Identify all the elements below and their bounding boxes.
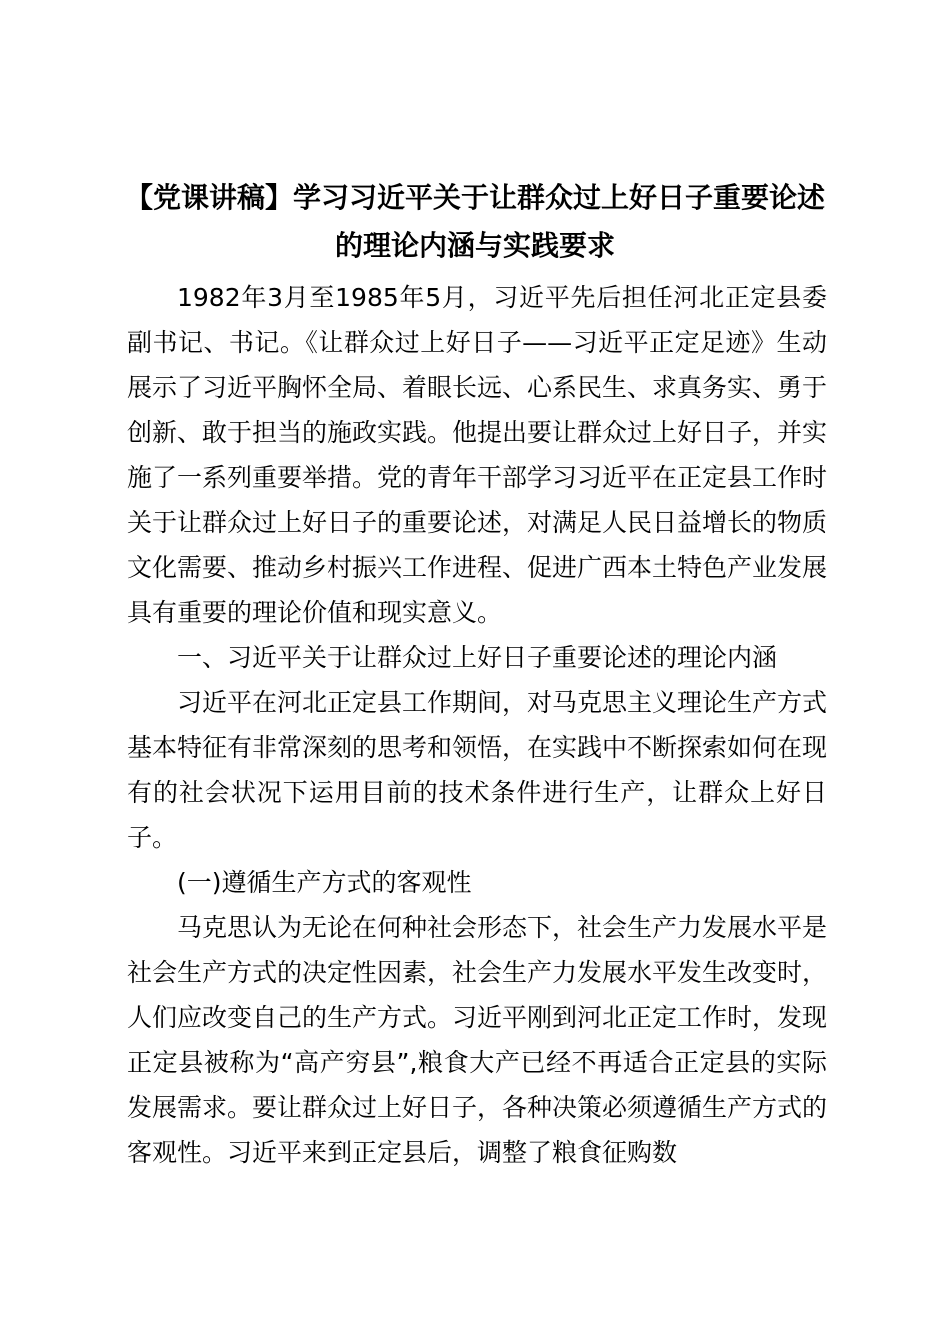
paragraph-subsection-1: 马克思认为无论在何种社会形态下，社会生产力发展水平是社会生产方式的决定性因素，社会生产力发展水平发生改变时，人们应改变自己的生产方式。习近平刚到河北正定工作时，发现正定县被称为“高产穷县”,粮食大产已经不再适合正定县的实际发展需求。要让群众过上好日子，各种决策必须遵循生产方式的客观性。习近平来到正定县后，调整了粮食征购数 [127,913,828,1167]
document-body [127,275,827,1175]
document-title: 【党课讲稿】学习习近平关于让群众过上好日子重要论述的理论内涵与实践要求 [124,181,825,262]
subsection-heading-1: (一)遵循生产方式的客观性 [177,868,472,897]
paragraph-intro: 1982年3月至1985年5月，习近平先后担任河北正定县委副书记、书记。《让群众过上好日子——习近平正定足迹》生动展示了习近平胸怀全局、着眼长远、心系民生、求真务实、勇于创新、敢于担当的施政实践。他提出要让群众过上好日子，并实施了一系列重要举措。党的青年干部学习习近平在正定县工作时关于让群众过上好日子的重要论述，对满足人民日益增长的物质文化需要、推动乡村振兴工作进程、促进广西本土特色产业发展具有重要的理论价值和现实意义。 [127,283,828,627]
section-heading-1: 一、习近平关于让群众过上好日子重要论述的理论内涵 [177,643,778,672]
paragraph-section-1: 习近平在河北正定县工作期间，对马克思主义理论生产方式基本特征有非常深刻的思考和领悟，在实践中不断探索如何在现有的社会状况下运用目前的技术条件进行生产，让群众上好日子。 [127,688,828,852]
